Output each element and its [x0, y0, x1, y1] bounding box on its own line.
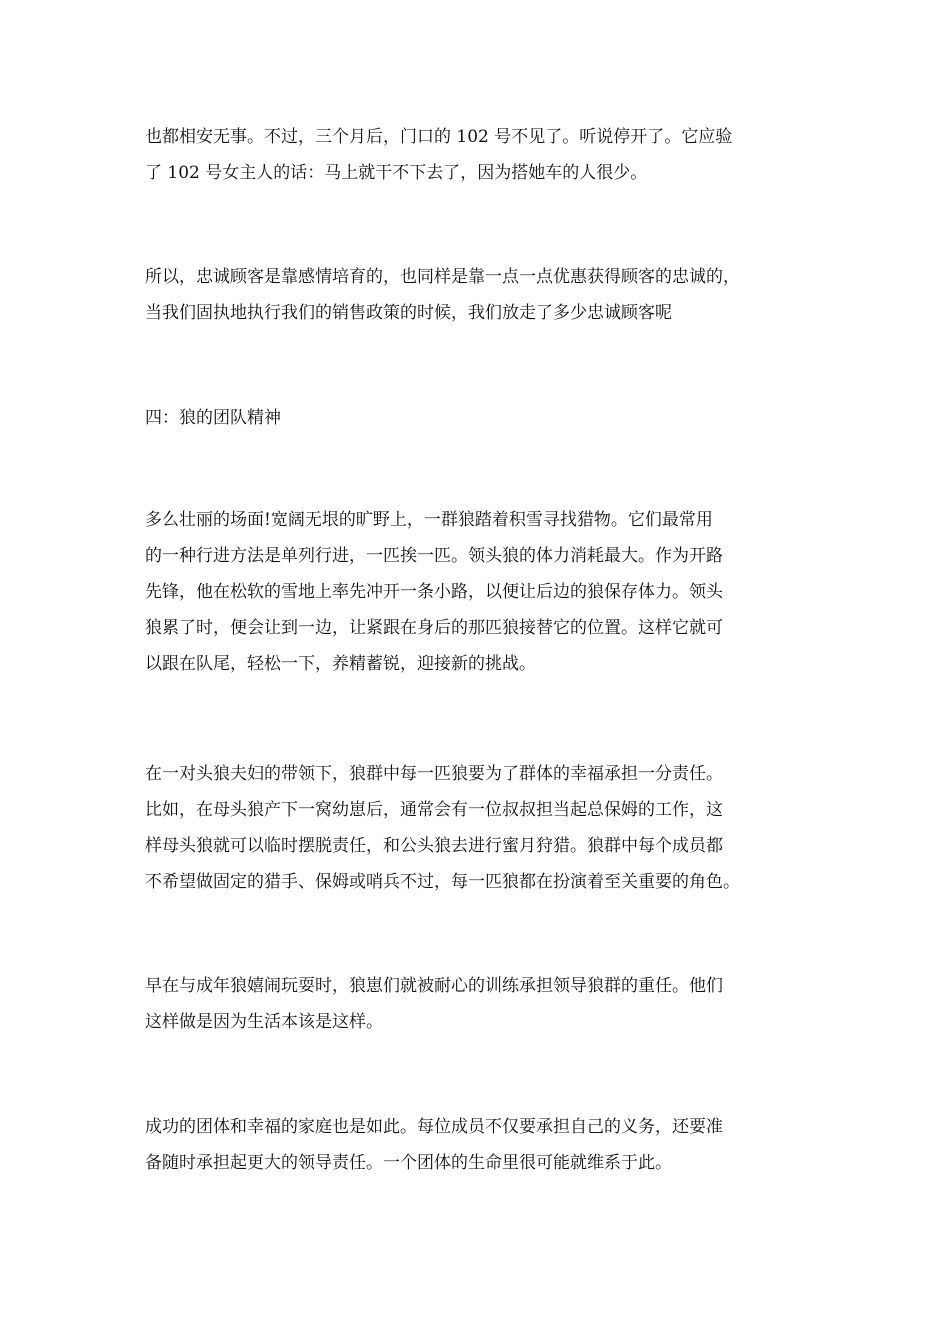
paragraph-line: 所以，忠诚顾客是靠感情培育的，也同样是靠一点一点优惠获得顾客的忠诚的，: [145, 267, 740, 287]
paragraph-bus-102: [145, 119, 825, 191]
paragraph-line: 不希望做固定的猎手、保姆或哨兵不过，每一匹狼都在扮演着至关重要的角色。: [145, 872, 740, 892]
paragraph-line: 在一对头狼夫妇的带领下，狼群中每一匹狼要为了群体的幸福承担一分责任。: [145, 764, 723, 784]
paragraph-loyal-customers: [145, 259, 825, 331]
paragraph-line: 成功的团体和幸福的家庭也是如此。每位成员不仅要承担自己的义务，还要准: [145, 1117, 723, 1137]
paragraph-line: 先锋，他在松软的雪地上率先冲开一条小路，以便让后边的狼保存体力。领头: [145, 582, 723, 602]
paragraph-line: 以跟在队尾，轻松一下，养精蓄锐，迎接新的挑战。: [145, 654, 536, 674]
paragraph-line: 这样做是因为生活本该是这样。: [145, 1012, 383, 1032]
paragraph-line: 样母头狼就可以临时摆脱责任，和公头狼去进行蜜月狩猎。狼群中每个成员都: [145, 836, 723, 856]
paragraph-line: 当我们固执地执行我们的销售政策的时候，我们放走了多少忠诚顾客呢: [145, 303, 672, 323]
section-heading-wolf-team-spirit: [145, 400, 825, 436]
section-heading: 四：狼的团队精神: [145, 408, 281, 428]
paragraph-line: 了 102 号女主人的话：马上就干不下去了，因为搭她车的人很少。: [145, 163, 648, 183]
paragraph-line: 狼累了时，便会让到一边，让紧跟在身后的那匹狼接替它的位置。这样它就可: [145, 618, 723, 638]
paragraph-line: 备随时承担起更大的领导责任。一个团体的生命里很可能就维系于此。: [145, 1153, 672, 1173]
paragraph-wolf-responsibility: [145, 756, 825, 900]
paragraph-line: 多么壮丽的场面!宽阔无垠的旷野上，一群狼踏着积雪寻找猎物。它们最常用: [145, 510, 713, 530]
paragraph-wolf-march: [145, 502, 825, 682]
paragraph-successful-teams: [145, 1109, 825, 1181]
paragraph-line: 的一种行进方法是单列行进，一匹挨一匹。领头狼的体力消耗最大。作为开路: [145, 546, 723, 566]
paragraph-line: 比如，在母头狼产下一窝幼崽后，通常会有一位叔叔担当起总保姆的工作，这: [145, 800, 723, 820]
paragraph-line: 早在与成年狼嬉闹玩耍时，狼崽们就被耐心的训练承担领导狼群的重任。他们: [145, 976, 723, 996]
paragraph-wolf-cubs: [145, 968, 825, 1040]
paragraph-line: 也都相安无事。不过，三个月后，门口的 102 号不见了。听说停开了。它应验: [145, 127, 733, 147]
